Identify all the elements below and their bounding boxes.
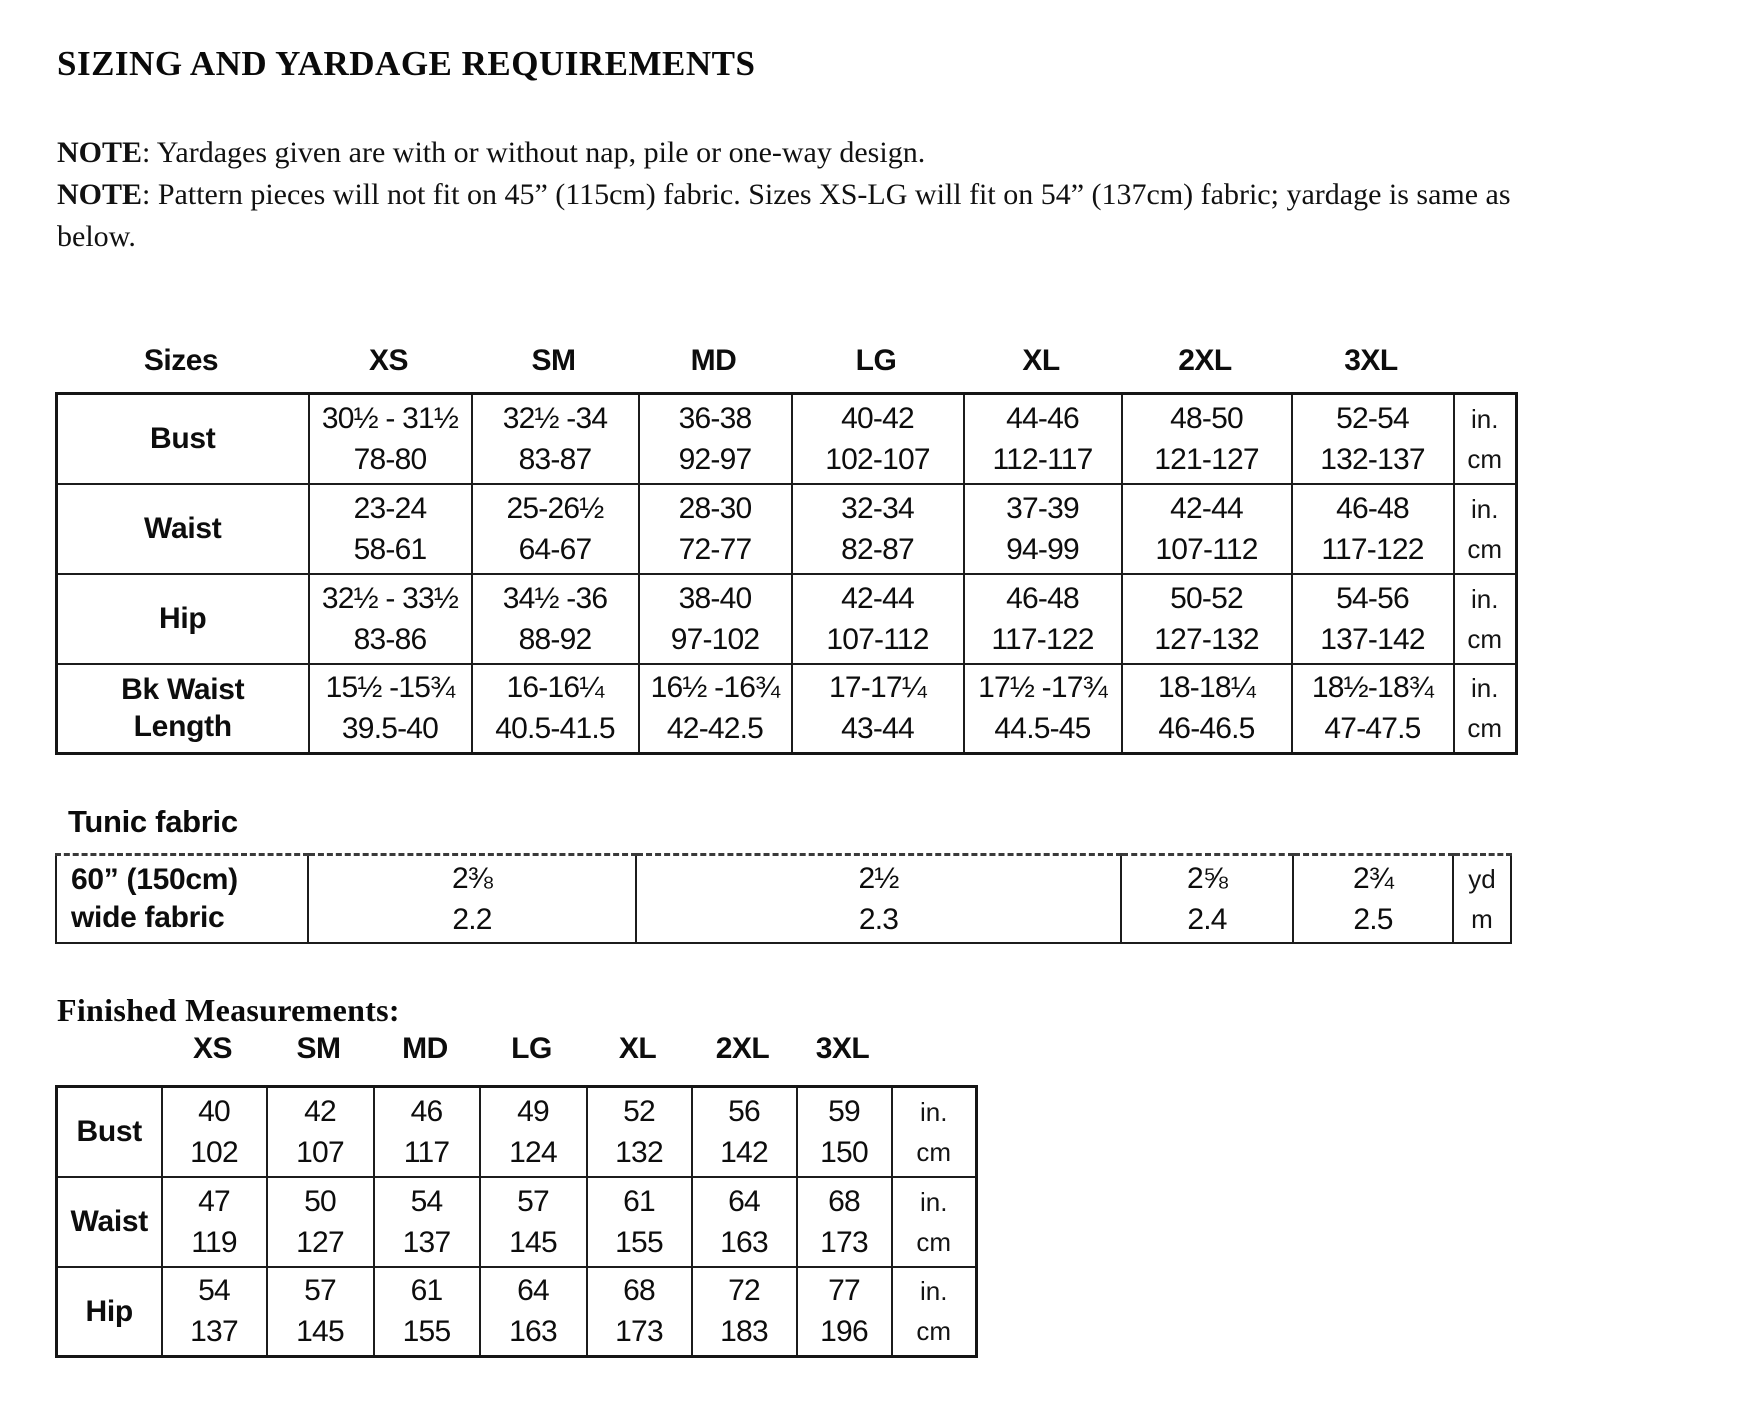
row-label-waist: Waist bbox=[57, 484, 309, 574]
row-label-bk-waist-length: Bk Waist Length bbox=[57, 664, 309, 754]
note-line bbox=[57, 132, 1547, 174]
measure-cell: 77 196 bbox=[820, 1274, 868, 1349]
measure-cell: 68 173 bbox=[820, 1184, 868, 1259]
size-table-row-hip bbox=[57, 574, 1517, 664]
size-cell: 30½ - 31½ 78-80 bbox=[321, 401, 459, 476]
measure-cell: 61 155 bbox=[402, 1274, 451, 1349]
note-label: NOTE bbox=[57, 178, 143, 211]
measure-cell: 64 163 bbox=[720, 1184, 768, 1259]
size-cell: 52-54 132-137 bbox=[1320, 401, 1425, 476]
size-cell: 50-52 127-132 bbox=[1154, 581, 1259, 656]
size-col-header-3xl: 3XL bbox=[1344, 344, 1398, 377]
units-cell: in. cm bbox=[1467, 493, 1503, 564]
size-cell: 40-42 102-107 bbox=[825, 401, 930, 476]
size-cell: 32½ - 33½ 83-86 bbox=[321, 581, 459, 656]
size-table bbox=[55, 392, 1518, 755]
size-col-header-sm: SM bbox=[531, 344, 576, 377]
size-cell: 23-24 58-61 bbox=[353, 491, 427, 566]
measure-cell: 56 142 bbox=[720, 1094, 768, 1169]
size-cell: 42-44 107-112 bbox=[826, 581, 929, 656]
finished-measurements-table bbox=[55, 1085, 978, 1358]
finished-col-header-3xl: 3XL bbox=[815, 1032, 870, 1065]
tunic-row-label: 60” (150cm) wide fabric bbox=[56, 855, 308, 943]
measure-cell: 40 102 bbox=[190, 1094, 238, 1169]
size-cell: 38-40 97-102 bbox=[670, 581, 760, 656]
yardage-cell: 2⅝ 2.4 bbox=[1186, 861, 1228, 936]
units-cell: in. cm bbox=[916, 1276, 952, 1347]
finished-col-header-xs: XS bbox=[192, 1032, 233, 1065]
measure-cell: 57 145 bbox=[296, 1274, 344, 1349]
size-cell: 16½ -16¾ 42-42.5 bbox=[650, 671, 780, 746]
size-col-header-xs: XS bbox=[368, 344, 409, 377]
size-cell: 18½-18¾ 47-47.5 bbox=[1311, 671, 1434, 746]
yardage-cell: 2½ 2.3 bbox=[858, 861, 899, 936]
finished-col-header-2xl: 2XL bbox=[715, 1032, 770, 1065]
size-cell: 32½ -34 83-87 bbox=[502, 401, 608, 476]
size-cell: 48-50 121-127 bbox=[1154, 401, 1259, 476]
yardage-cell: 2⅜ 2.2 bbox=[451, 861, 493, 936]
size-cell: 44-46 112-117 bbox=[992, 401, 1093, 476]
size-cell: 32-34 82-87 bbox=[841, 491, 914, 566]
row-label-hip: Hip bbox=[57, 574, 309, 664]
units-cell: in. cm bbox=[1467, 583, 1503, 654]
size-col-header-lg: LG bbox=[855, 344, 897, 377]
size-cell: 17-17¼ 43-44 bbox=[829, 671, 926, 746]
size-cell: 54-56 137-142 bbox=[1320, 581, 1425, 656]
size-table-row-bk-waist-length bbox=[57, 664, 1517, 754]
measure-cell: 72 183 bbox=[720, 1274, 768, 1349]
size-col-header-md: MD bbox=[690, 344, 737, 377]
measure-cell: 47 119 bbox=[191, 1184, 237, 1259]
page-title: SIZING AND YARDAGE REQUIREMENTS bbox=[57, 44, 756, 83]
row-label-bust: Bust bbox=[57, 394, 309, 484]
measure-cell: 57 145 bbox=[509, 1184, 557, 1259]
units-cell: in. cm bbox=[1467, 403, 1503, 474]
finished-col-header-xl: XL bbox=[618, 1032, 657, 1065]
size-table-header-row bbox=[55, 344, 1515, 378]
size-col-header-xl: XL bbox=[1022, 344, 1060, 377]
finished-row-waist bbox=[57, 1177, 977, 1267]
size-cell: 37-39 94-99 bbox=[1006, 491, 1079, 566]
size-table-row-waist bbox=[57, 484, 1517, 574]
row-label-waist: Waist bbox=[57, 1177, 162, 1267]
size-cell: 36-38 92-97 bbox=[678, 401, 752, 476]
yardage-cell: 2¾ 2.5 bbox=[1352, 861, 1394, 936]
size-cell: 46-48 117-122 bbox=[991, 581, 1094, 656]
measure-cell: 42 107 bbox=[296, 1094, 344, 1169]
size-cell: 42-44 107-112 bbox=[1155, 491, 1258, 566]
measure-cell: 64 163 bbox=[509, 1274, 557, 1349]
note-line bbox=[57, 174, 1547, 258]
finished-col-header-sm: SM bbox=[296, 1032, 341, 1065]
note-label: NOTE bbox=[57, 136, 143, 169]
measure-cell: 61 155 bbox=[615, 1184, 663, 1259]
measure-cell: 49 124 bbox=[509, 1094, 557, 1169]
tunic-fabric-row bbox=[56, 855, 1511, 943]
notes-block bbox=[57, 132, 1547, 258]
units-cell: yd m bbox=[1468, 863, 1496, 934]
size-cell: 34½ -36 88-92 bbox=[502, 581, 608, 656]
finished-col-header-md: MD bbox=[402, 1032, 448, 1065]
tunic-fabric-table bbox=[55, 853, 1512, 944]
measure-cell: 54 137 bbox=[402, 1184, 451, 1259]
size-col-header-2xl: 2XL bbox=[1178, 344, 1232, 377]
size-cell: 15½ -15¾ 39.5-40 bbox=[325, 671, 455, 746]
finished-measurements-heading: Finished Measurements: bbox=[57, 992, 400, 1028]
finished-row-bust bbox=[57, 1087, 977, 1177]
note-text: : Yardages given are with or without nap, pile or one-way design. bbox=[142, 136, 926, 169]
size-cell: 28-30 72-77 bbox=[678, 491, 752, 566]
units-cell: in. cm bbox=[1467, 673, 1503, 744]
note-text: : Pattern pieces will not fit on 45” (115cm) fabric. Sizes XS-LG will fit on 54” (137cm) fabric; yardage is same as below. bbox=[57, 178, 1511, 253]
size-cell: 18-18¼ 46-46.5 bbox=[1158, 671, 1255, 746]
measure-cell: 52 132 bbox=[615, 1094, 663, 1169]
finished-row-hip bbox=[57, 1267, 977, 1357]
measure-cell: 68 173 bbox=[615, 1274, 663, 1349]
measure-cell: 54 137 bbox=[190, 1274, 238, 1349]
size-cell: 16-16¼ 40.5-41.5 bbox=[495, 671, 615, 746]
size-cell: 46-48 117-122 bbox=[1321, 491, 1424, 566]
size-cell: 25-26½ 64-67 bbox=[506, 491, 604, 566]
measure-cell: 50 127 bbox=[296, 1184, 344, 1259]
units-cell: in. cm bbox=[916, 1186, 952, 1257]
tunic-fabric-heading: Tunic fabric bbox=[68, 804, 238, 839]
row-label-bust: Bust bbox=[57, 1087, 162, 1177]
row-label-hip: Hip bbox=[57, 1267, 162, 1357]
size-cell: 17½ -17¾ 44.5-45 bbox=[978, 671, 1107, 746]
measure-cell: 59 150 bbox=[820, 1094, 868, 1169]
measure-cell: 46 117 bbox=[403, 1094, 450, 1169]
size-table-row-bust bbox=[57, 394, 1517, 484]
size-table-corner-label: Sizes bbox=[143, 344, 219, 377]
finished-header-row bbox=[55, 1032, 975, 1066]
units-cell: in. cm bbox=[916, 1096, 952, 1167]
finished-col-header-lg: LG bbox=[511, 1032, 552, 1065]
